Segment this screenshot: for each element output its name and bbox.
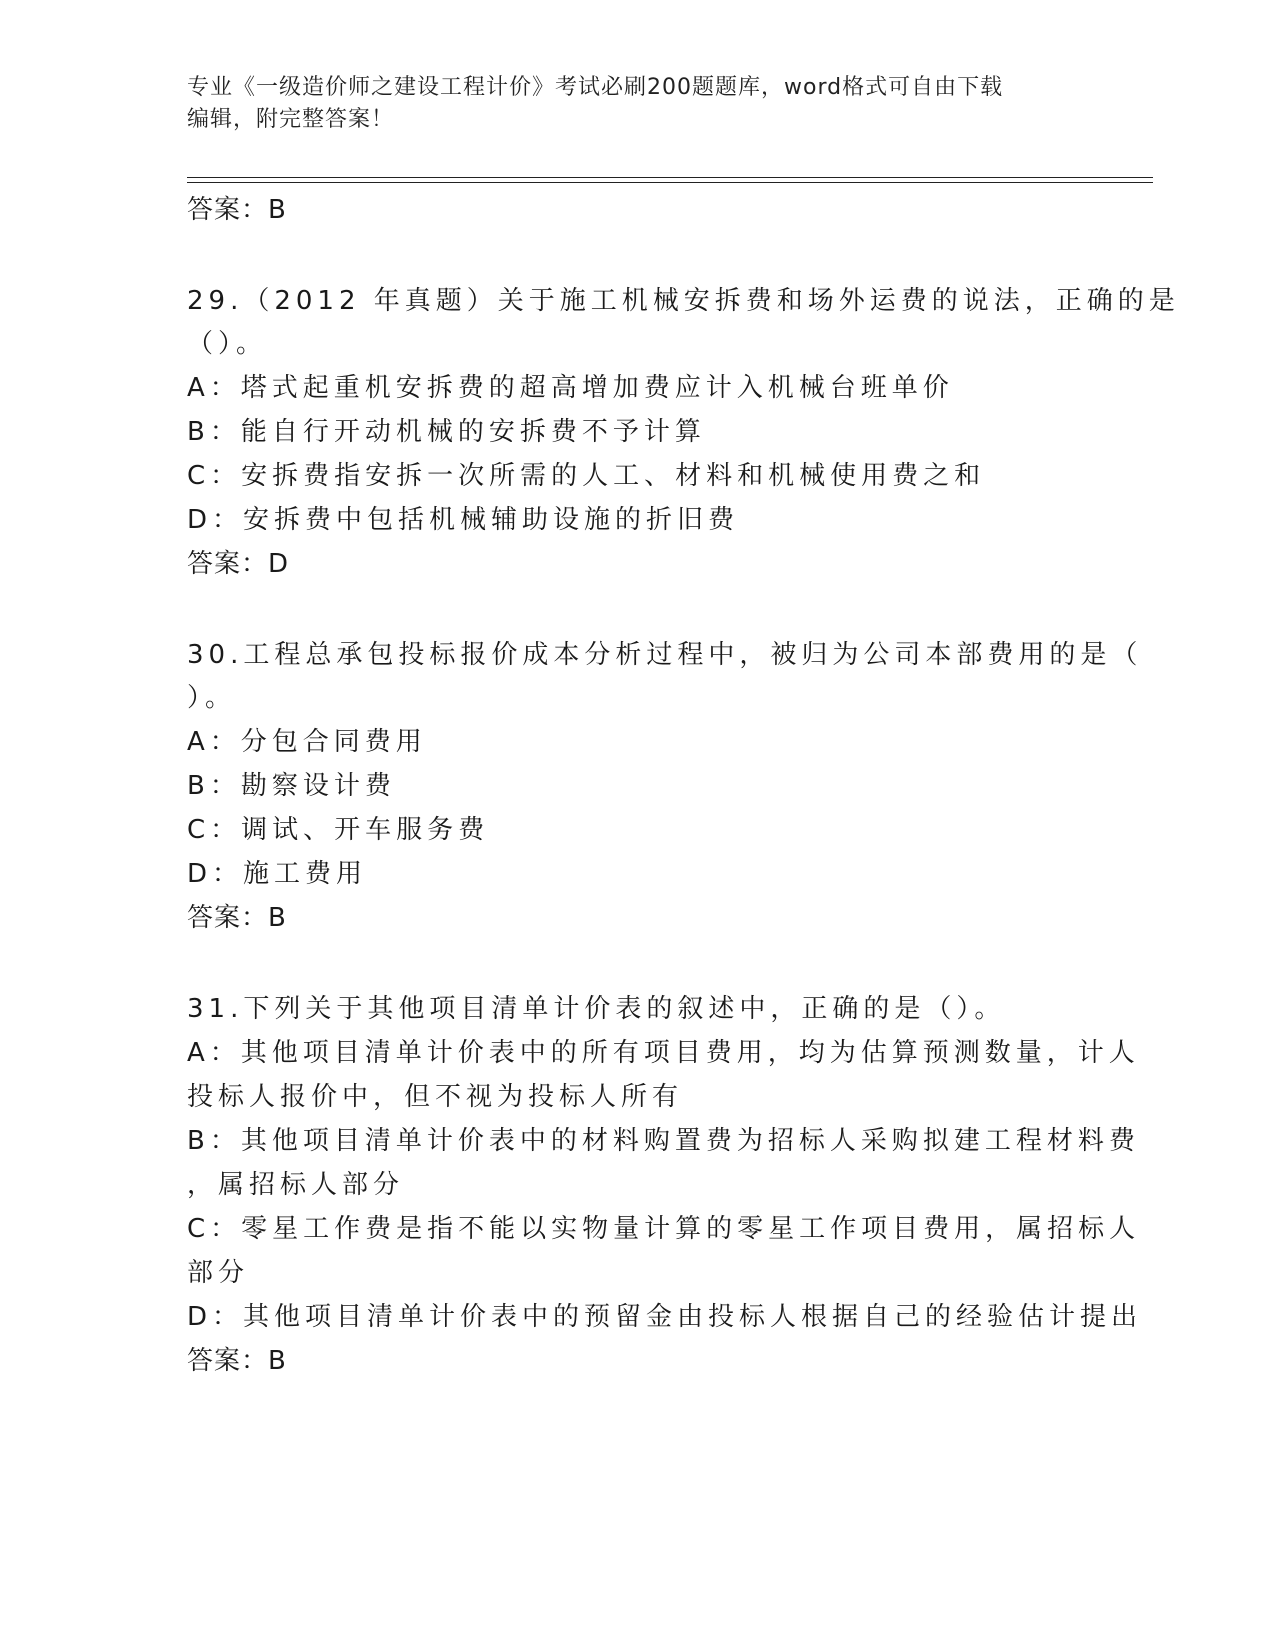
question-30-option-d: D：施工费用 xyxy=(187,859,368,889)
question-31-answer: 答案：B xyxy=(187,1346,287,1376)
question-30-stem-line-1: 30.工程总承包投标报价成本分析过程中，被归为公司本部费用的是（ xyxy=(187,640,1143,670)
question-29-stem-line-1: 29.（2012 年真题）关于施工机械安拆费和场外运费的说法，正确的是 xyxy=(187,286,1180,316)
question-29-option-d: D：安拆费中包括机械辅助设施的折旧费 xyxy=(187,505,740,535)
question-31-option-c-line-1: C：零星工作费是指不能以实物量计算的零星工作项目费用，属招标人 xyxy=(187,1214,1141,1244)
question-29-stem-line-2: （）。 xyxy=(187,329,268,359)
question-31-option-b-line-2: ，属招标人部分 xyxy=(187,1170,405,1200)
question-29-option-c: C：安拆费指安拆一次所需的人工、材料和机械使用费之和 xyxy=(187,461,986,491)
question-30-option-c: C：调试、开车服务费 xyxy=(187,815,490,845)
previous-answer: 答案：B xyxy=(187,195,287,225)
question-31-option-a-line-2: 投标人报价中，但不视为投标人所有 xyxy=(187,1082,684,1112)
question-31-option-a-line-1: A：其他项目清单计价表中的所有项目费用，均为估算预测数量，计人 xyxy=(187,1038,1140,1068)
question-30-option-a: A：分包合同费用 xyxy=(187,727,427,757)
question-29-option-b: B：能自行开动机械的安拆费不予计算 xyxy=(187,417,706,447)
header-rule-top xyxy=(187,177,1153,178)
question-30-answer: 答案：B xyxy=(187,903,287,933)
header-line-2: 编辑，附完整答案！ xyxy=(187,107,395,132)
question-30-option-b: B：勘察设计费 xyxy=(187,771,396,801)
question-31-option-c-line-2: 部分 xyxy=(187,1258,250,1288)
question-29-option-a: A：塔式起重机安拆费的超高增加费应计入机械台班单价 xyxy=(187,373,954,403)
question-29-answer: 答案：D xyxy=(187,549,290,579)
question-31-stem: 31.下列关于其他项目清单计价表的叙述中，正确的是（）。 xyxy=(187,994,1006,1024)
question-31-option-d: D：其他项目清单计价表中的预留金由投标人根据自己的经验估计提出 xyxy=(187,1302,1143,1332)
question-31-option-b-line-1: B：其他项目清单计价表中的材料购置费为招标人采购拟建工程材料费 xyxy=(187,1126,1140,1156)
question-30-stem-line-2: ）。 xyxy=(187,683,237,713)
header-rule-bottom xyxy=(187,182,1153,183)
document-header xyxy=(187,72,1067,136)
header-line-1: 专业《一级造价师之建设工程计价》考试必刷200题题库，word格式可自由下载 xyxy=(187,75,1004,100)
